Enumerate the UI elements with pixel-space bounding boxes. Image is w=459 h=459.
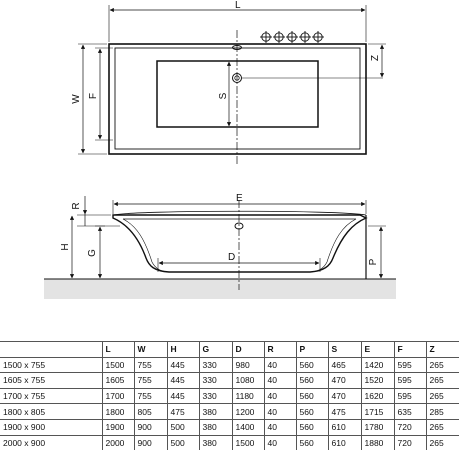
table-cell: 560 (296, 388, 328, 404)
table-cell: 560 (296, 373, 328, 389)
table-cell: 1500 x 755 (0, 357, 102, 373)
bathtub-rim (115, 48, 360, 149)
table-cell: 330 (199, 373, 232, 389)
table-cell: 610 (328, 435, 361, 450)
table-cell: 1080 (232, 373, 264, 389)
table-cell: 470 (328, 388, 361, 404)
label-Z: Z (370, 54, 381, 62)
table-cell: 1620 (361, 388, 394, 404)
table-cell: 40 (264, 373, 296, 389)
table-row (0, 435, 459, 450)
table-cell: 40 (264, 388, 296, 404)
table-cell: 755 (134, 373, 167, 389)
table-cell: 265 (426, 435, 459, 450)
table-cell: 1420 (361, 357, 394, 373)
table-cell: 500 (167, 435, 199, 450)
table-cell: 470 (328, 373, 361, 389)
table-cell: 755 (134, 388, 167, 404)
table-row (0, 419, 459, 435)
table-cell: 1700 x 755 (0, 388, 102, 404)
table-cell: 500 (167, 419, 199, 435)
table-cell: 2000 x 900 (0, 435, 102, 450)
table-row (0, 404, 459, 420)
table-cell: 475 (328, 404, 361, 420)
floor (44, 279, 396, 299)
table-cell: 1715 (361, 404, 394, 420)
table-cell: 720 (394, 435, 426, 450)
table-cell: 1500 (102, 357, 134, 373)
table-cell: 1180 (232, 388, 264, 404)
table-header-cell: S (328, 342, 361, 358)
table-cell: 805 (134, 404, 167, 420)
table-cell: 380 (199, 404, 232, 420)
table-row (0, 373, 459, 389)
table-cell: 595 (394, 373, 426, 389)
table-cell: 445 (167, 373, 199, 389)
bathtub-profile (113, 215, 366, 272)
table-cell: 1900 (102, 419, 134, 435)
table-cell: 1500 (232, 435, 264, 450)
label-H: H (60, 243, 71, 251)
table-cell: 560 (296, 404, 328, 420)
table-cell: 40 (264, 404, 296, 420)
label-D: D (228, 252, 236, 263)
table-cell: 980 (232, 357, 264, 373)
table-cell: 635 (394, 404, 426, 420)
table-cell: 1200 (232, 404, 264, 420)
table-cell: 595 (394, 388, 426, 404)
label-L: L (235, 0, 241, 11)
table-cell: 330 (199, 388, 232, 404)
table-cell: 265 (426, 419, 459, 435)
label-W: W (71, 94, 82, 104)
table-cell: 40 (264, 419, 296, 435)
table-cell: 595 (394, 357, 426, 373)
table-cell: 380 (199, 419, 232, 435)
table-header-cell: H (167, 342, 199, 358)
table-header-cell (0, 342, 102, 358)
table-cell: 40 (264, 357, 296, 373)
side-view (44, 193, 396, 299)
table-cell: 265 (426, 388, 459, 404)
table-cell: 265 (426, 357, 459, 373)
table-cell: 1605 x 755 (0, 373, 102, 389)
label-G: G (87, 249, 98, 257)
table-cell: 1700 (102, 388, 134, 404)
table-header-cell: D (232, 342, 264, 358)
label-P: P (368, 258, 379, 266)
table-header-cell: F (394, 342, 426, 358)
table-cell: 1880 (361, 435, 394, 450)
table-cell: 1400 (232, 419, 264, 435)
table-header-cell: L (102, 342, 134, 358)
table-cell: 465 (328, 357, 361, 373)
table-cell: 1520 (361, 373, 394, 389)
table-cell: 1780 (361, 419, 394, 435)
table-header-cell: P (296, 342, 328, 358)
table-cell: 265 (426, 373, 459, 389)
table-cell: 40 (264, 435, 296, 450)
table-header-row (0, 342, 459, 358)
table-cell: 1800 x 805 (0, 404, 102, 420)
table-cell: 610 (328, 419, 361, 435)
table-cell: 1605 (102, 373, 134, 389)
table-row (0, 388, 459, 404)
table-cell: 560 (296, 419, 328, 435)
table-cell: 330 (199, 357, 232, 373)
tap-holes-icon (260, 31, 324, 43)
table-header-cell: W (134, 342, 167, 358)
table-cell: 720 (394, 419, 426, 435)
table-cell: 755 (134, 357, 167, 373)
top-view (71, 0, 386, 164)
table-cell: 445 (167, 357, 199, 373)
table-cell: 285 (426, 404, 459, 420)
label-E: E (236, 193, 243, 204)
label-F: F (88, 92, 99, 100)
table-header-cell: G (199, 342, 232, 358)
table-row (0, 357, 459, 373)
table-cell: 475 (167, 404, 199, 420)
table-header-cell: R (264, 342, 296, 358)
table-cell: 445 (167, 388, 199, 404)
table-cell: 560 (296, 357, 328, 373)
table-header-cell: E (361, 342, 394, 358)
dimensions-table (0, 341, 459, 450)
bathtub-basin (157, 61, 318, 127)
table-cell: 1800 (102, 404, 134, 420)
table-header-cell: Z (426, 342, 459, 358)
table-cell: 2000 (102, 435, 134, 450)
table-cell: 560 (296, 435, 328, 450)
table-cell: 900 (134, 435, 167, 450)
table-cell: 380 (199, 435, 232, 450)
table-cell: 900 (134, 419, 167, 435)
label-R: R (71, 202, 82, 210)
table-cell: 1900 x 900 (0, 419, 102, 435)
label-S: S (218, 92, 229, 100)
